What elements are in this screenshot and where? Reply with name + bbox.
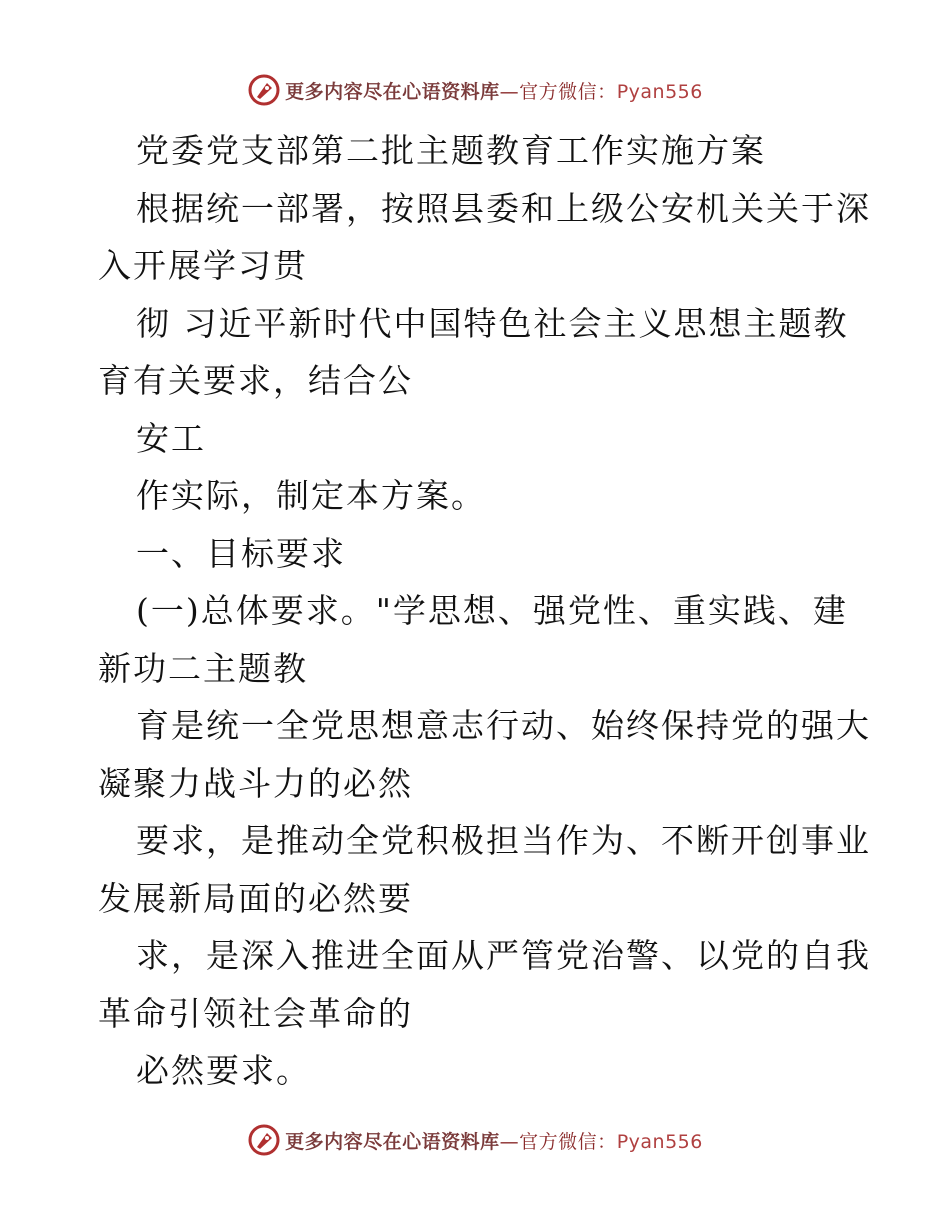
document-body [98,122,871,1100]
paragraph-line: 要求，是推动全党积极担当作为、不断开创事业 [136,821,871,860]
paragraph-line: 根据统一部署，按照县委和上级公安机关关于深 [136,188,871,228]
footer-brand: 更多内容尽在心语资料库 [285,1130,500,1153]
subsection-heading: (一)总体要求。"学思想、强党性、重实践、建 [136,591,848,630]
paragraph-line: 彻 习近平新时代中国特色社会主义思想主题教 [136,303,849,343]
footer-banner-text [285,1127,703,1154]
document-title: 党委党支部第二批主题教育工作实施方案 [136,131,766,170]
paragraph-line: 新功二主题教 [98,648,308,688]
paragraph-line: 发展新局面的必然要 [98,878,413,918]
footer-dash: — [499,1130,520,1153]
paragraph-line: 作实际，制定本方案。 [136,476,486,515]
paragraph-line: 凝聚力战斗力的必然 [98,763,413,803]
paragraph-line: 求，是深入推进全面从严管党治警、以党的自我 [136,936,871,975]
header-dash: — [499,80,520,103]
paragraph-line: 育有关要求，结合公 [98,361,413,400]
paragraph-line: 必然要求。 [136,1051,311,1090]
header-brand: 更多内容尽在心语资料库 [285,80,500,103]
header-banner [0,70,950,110]
section-heading: 一、目标要求 [136,533,346,573]
paragraph-line: 育是统一全党思想意志行动、始终保持党的强大 [136,706,871,745]
header-wechat-id: Pyan556 [616,80,703,103]
footer-banner [0,1120,950,1160]
header-wechat-label: 官方微信： [519,80,617,103]
footer-wechat-id: Pyan556 [616,1130,703,1153]
paragraph-line: 革命引领社会革命的 [98,993,413,1033]
paragraph-line: 安工 [136,418,206,458]
header-banner-text [285,77,703,104]
pen-nib-logo-icon [247,1123,281,1157]
pen-nib-logo-icon [247,73,281,107]
paragraph-line: 入开展学习贯 [98,246,308,285]
footer-wechat-label: 官方微信： [519,1130,617,1153]
